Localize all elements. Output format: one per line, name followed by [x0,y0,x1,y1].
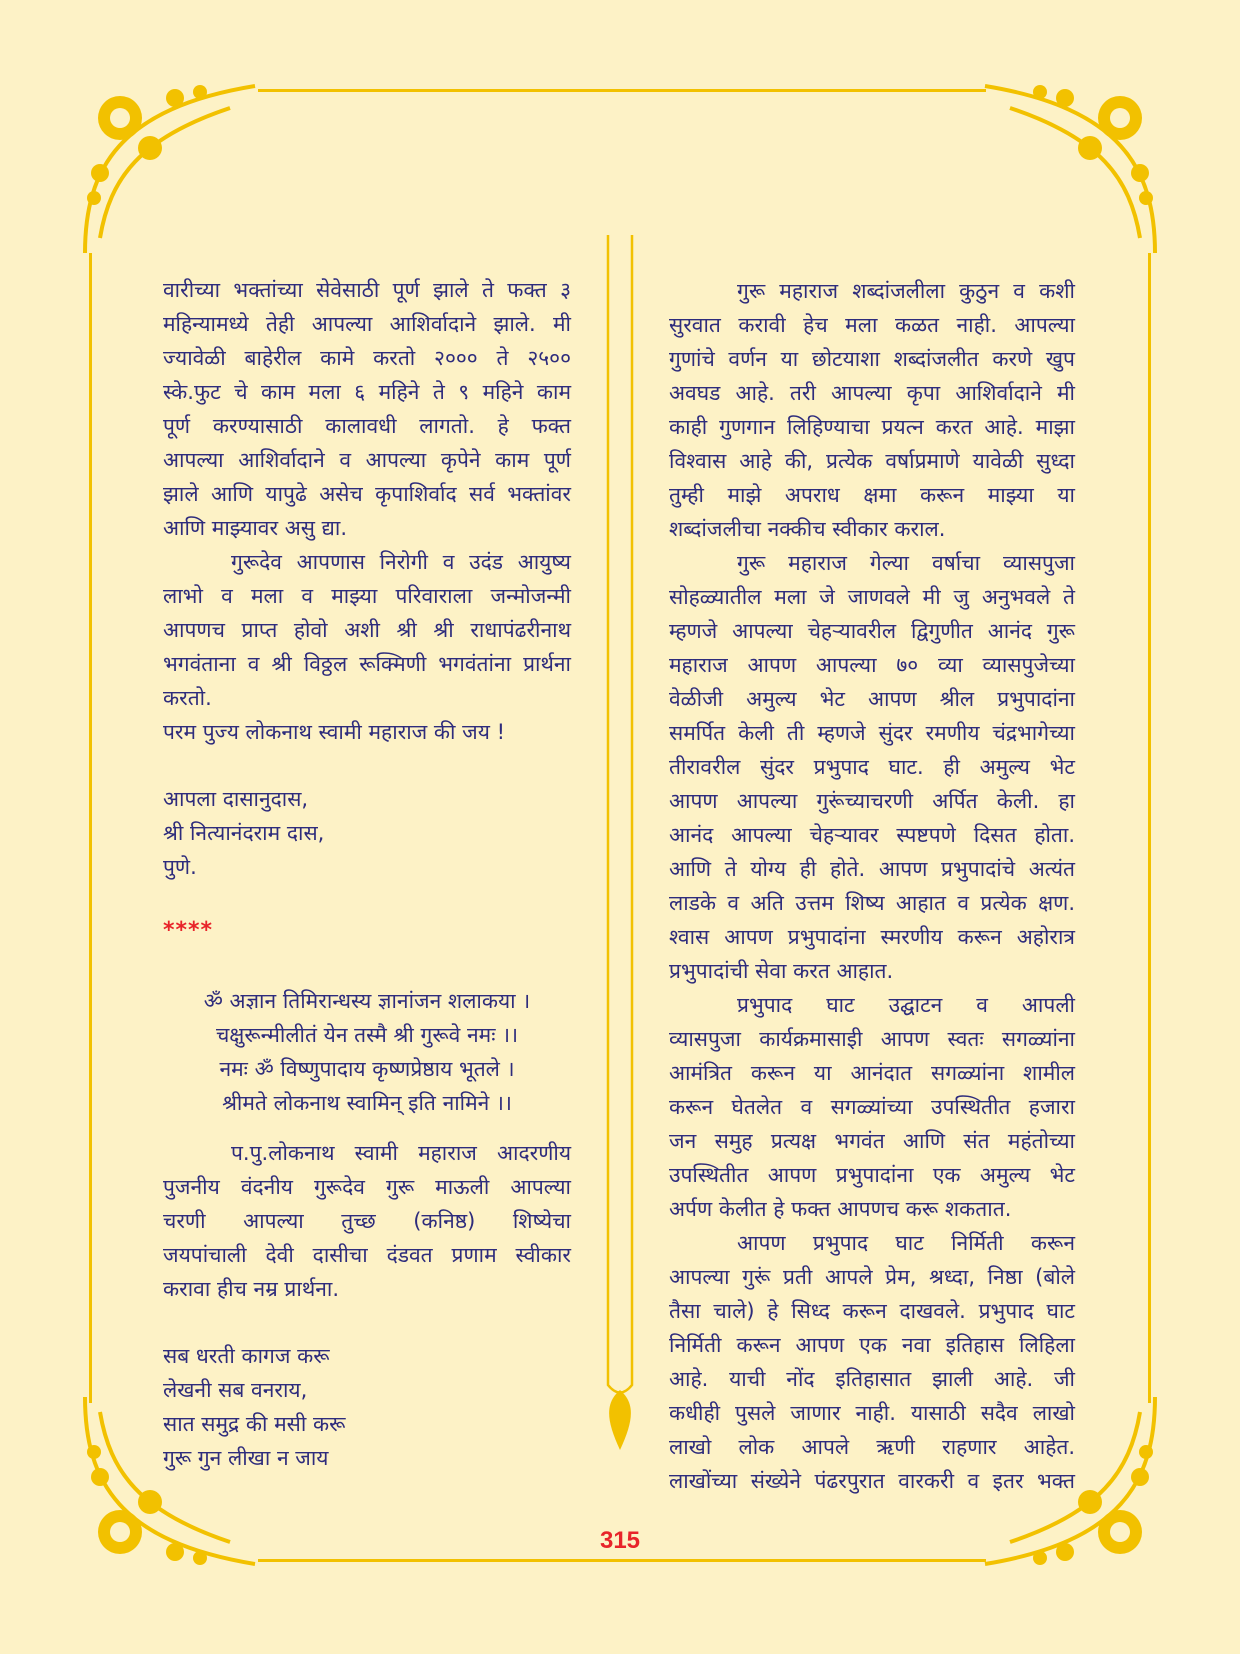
paragraph [669,1226,1075,1498]
paragraph [163,1136,571,1306]
text-line: पुजनीय वंदनीय गुरूदेव गुरू माऊली आपल्या [163,1175,571,1199]
text-line: आपणच प्राप्त होवो अशी श्री श्री राधापंढरीनाथ [163,618,571,642]
border-top [258,89,986,92]
text-line: प्रभुपादांची सेवा करत आहात. [669,959,894,983]
border-right [1148,253,1151,1403]
text-line: भगवंताना व श्री विठ्ठल रूक्मिणी भगवंतांना प्रार्थना [163,652,571,676]
left-column-lower [163,1136,571,1306]
text-line: आपण आपल्या गुरूंच्याचरणी अर्पित केली. हा [669,789,1075,813]
text-line: आमंत्रित करून या आनंदात सगळ्यांना शामील [669,1061,1075,1085]
text-line: प्रभुपाद घाट उद्घाटन व आपली [737,993,1075,1017]
text-line: चरणी आपल्या तुच्छ (कनिष्ठ) शिष्येचा [163,1209,571,1233]
text-line: आपण प्रभुपाद घाट निर्मिती करून [737,1231,1075,1255]
right-column [669,274,1075,1498]
text-line: स्के.फुट चे काम मला ६ महिने ते ९ महिने काम [163,380,571,404]
text-line: समर्पित केली ती म्हणजे सुंदर रमणीय चंद्रभागेच्या [669,721,1075,745]
shloka-verse [163,984,571,1120]
text-line: श्री नित्यानंदराम दास, [163,821,325,845]
text-line: आपला दासानुदास, [163,787,309,811]
text-line: आणि माझ्यावर असु द्या. [163,516,348,540]
text-line: करावा हीच नम्र प्रार्थना. [163,1277,340,1301]
text-line: करून घेतलेत व सगळ्यांच्या उपस्थितीत हजारा [669,1095,1075,1119]
paragraph [669,988,1075,1226]
text-line: झाले आणि यापुढे असेच कृपाशिर्वाद सर्व भक्तांवर [163,482,571,506]
text-line: लाखोंच्या संख्येने पंढरपुरात वारकरी व इतर भक्त [669,1469,1075,1493]
text-line: ज्यावेळी बाहेरील कामे करतो २००० ते २५०० [163,346,571,370]
paragraph [669,546,1075,988]
text-line: पूर्ण करण्यासाठी कालावधी लागतो. हे फक्त [163,414,571,438]
text-line: व्यासपुजा कार्यक्रमासाइी आपण स्वतः सगळ्यांना [669,1027,1075,1051]
border-bottom [258,1559,986,1562]
text-line: अर्पण केलीत हे फक्त आपणच करू शकतात. [669,1197,1012,1221]
paragraph [163,545,571,715]
text-line: लेखनी सब वनराय, [163,1378,308,1402]
text-line: चक्षुरून्मीलीतं येन तस्मै श्री गुरूवे नमः ।। [215,1023,519,1047]
paragraph [669,274,1075,546]
text-line: सुरवात करावी हेच मला कळत नाही. आपल्या [669,313,1075,337]
text-line: गुरूदेव आपणास निरोगी व उदंड आयुष्य [231,550,571,574]
text-line: आनंद आपल्या चेहऱ्यावर स्पष्टपणे दिसत होता. [669,823,1075,847]
text-line: सोहळ्यातील मला जे जाणवले मी जु अनुभवले ते [669,585,1075,609]
text-line: काही गुणगान लिहिण्याचा प्रयत्न करत आहे. माझा [669,415,1075,439]
text-line: उपस्थितीत आपण प्रभुपादांना एक अमुल्य भेट [669,1163,1075,1187]
text-line: सात समुद्र की मसी करू [163,1412,346,1436]
paragraph [163,715,571,749]
text-line: पुणे. [163,855,197,879]
text-line: निर्मिती करून आपण एक नवा इतिहास लिहिला [669,1333,1075,1357]
text-line: प.पु.लोकनाथ स्वामी महाराज आदरणीय [231,1141,571,1165]
text-line: नमः ॐ विष्णुपादाय कृष्णप्रेष्ठाय भूतले । [219,1057,515,1081]
text-line: आणि ते योग्य ही होते. आपण प्रभुपादांचे अत्यंत [669,857,1075,881]
page-number: 315 [599,1527,641,1554]
text-line: श्वास आपण प्रभुपादांना स्मरणीय करून अहोरात्र [669,925,1075,949]
text-line: लाखो लोक आपले ऋणी राहणार आहेत. [669,1435,1075,1459]
text-line: सब धरती कागज करू [163,1344,330,1368]
text-line: आपल्या गुरूं प्रती आपले प्रेम, श्रध्दा, निष्ठा (बोले [669,1265,1075,1289]
text-line: कधीही पुसले जाणार नाही. यासाठी सदैव लाखो [669,1401,1075,1425]
section-separator: **** [163,918,214,943]
text-line: गुणांचे वर्णन या छोटयाशा शब्दांजलीत करणे खुप [669,347,1075,371]
text-line: तैसा चाले) हे सिध्द करून दाखवले. प्रभुपाद घाट [669,1299,1075,1323]
text-line: महाराज आपण आपल्या ७० व्या व्यासपुजेच्या [669,653,1075,677]
text-line: वारीच्या भक्तांच्या सेवेसाठी पूर्ण झाले ते फक्त ३ [163,278,571,302]
left-column [163,273,571,749]
column-divider [600,235,640,1455]
text-line: महिन्यामध्ये तेही आपल्या आशिर्वादाने झाले. मी [163,312,571,336]
text-line: तुम्ही माझे अपराध क्षमा करून माझ्या या [669,483,1075,507]
signature-block [163,782,571,884]
text-line: आपल्या आशिर्वादाने व आपल्या कृपेने काम पूर्ण [163,448,571,472]
text-line: श्रीमते लोकनाथ स्वामिन् इति नामिने ।। [222,1091,512,1115]
text-line: गुरू गुन लीखा न जाय [163,1446,329,1470]
text-line: आहे. याची नोंद इतिहासात झाली आहे. जी [669,1367,1075,1391]
text-line: लाडके व अति उत्तम शिष्य आहात व प्रत्येक क्षण. [669,891,1075,915]
text-line: गुरू महाराज गेल्या वर्षाचा व्यासपुजा [737,551,1075,575]
corner-ornament-top-right [980,78,1160,258]
text-line: करतो. [163,686,212,710]
text-line: जन समुह प्रत्यक्ष भगवंत आणि संत महंतोच्या [669,1129,1075,1153]
text-line: अवघड आहे. तरी आपल्या कृपा आशिर्वादाने मी [669,381,1075,405]
text-line: तीरावरील सुंदर प्रभुपाद घाट. ही अमुल्य भेट [669,755,1075,779]
text-line: लाभो व मला व माझ्या परिवाराला जन्मोजन्मी [163,584,571,608]
text-line: म्हणजे आपल्या चेहऱ्यावरील द्विगुणीत आनंद गुरू [669,619,1075,643]
text-line: ॐ अज्ञान तिमिरान्धस्य ज्ञानांजन शलाकया । [203,989,531,1013]
text-line: शब्दांजलीचा नक्कीच स्वीकार कराल. [669,517,946,541]
text-line: वेळीजी अमुल्य भेट आपण श्रील प्रभुपादांना [669,687,1075,711]
text-line: गुरू महाराज शब्दांजलीला कुठुन व कशी [737,279,1075,303]
text-line: परम पुज्य लोकनाथ स्वामी महाराज की जय ! [163,720,506,744]
text-line: विश्वास आहे की, प्रत्येक वर्षाप्रमाणे यावेळी सुध्दा [669,449,1075,473]
poem-verse [163,1339,571,1475]
corner-ornament-top-left [80,78,260,258]
paragraph [163,273,571,545]
text-line: जयपांचाली देवी दासीचा दंडवत प्रणाम स्वीकार [163,1243,571,1267]
border-left [89,253,92,1403]
